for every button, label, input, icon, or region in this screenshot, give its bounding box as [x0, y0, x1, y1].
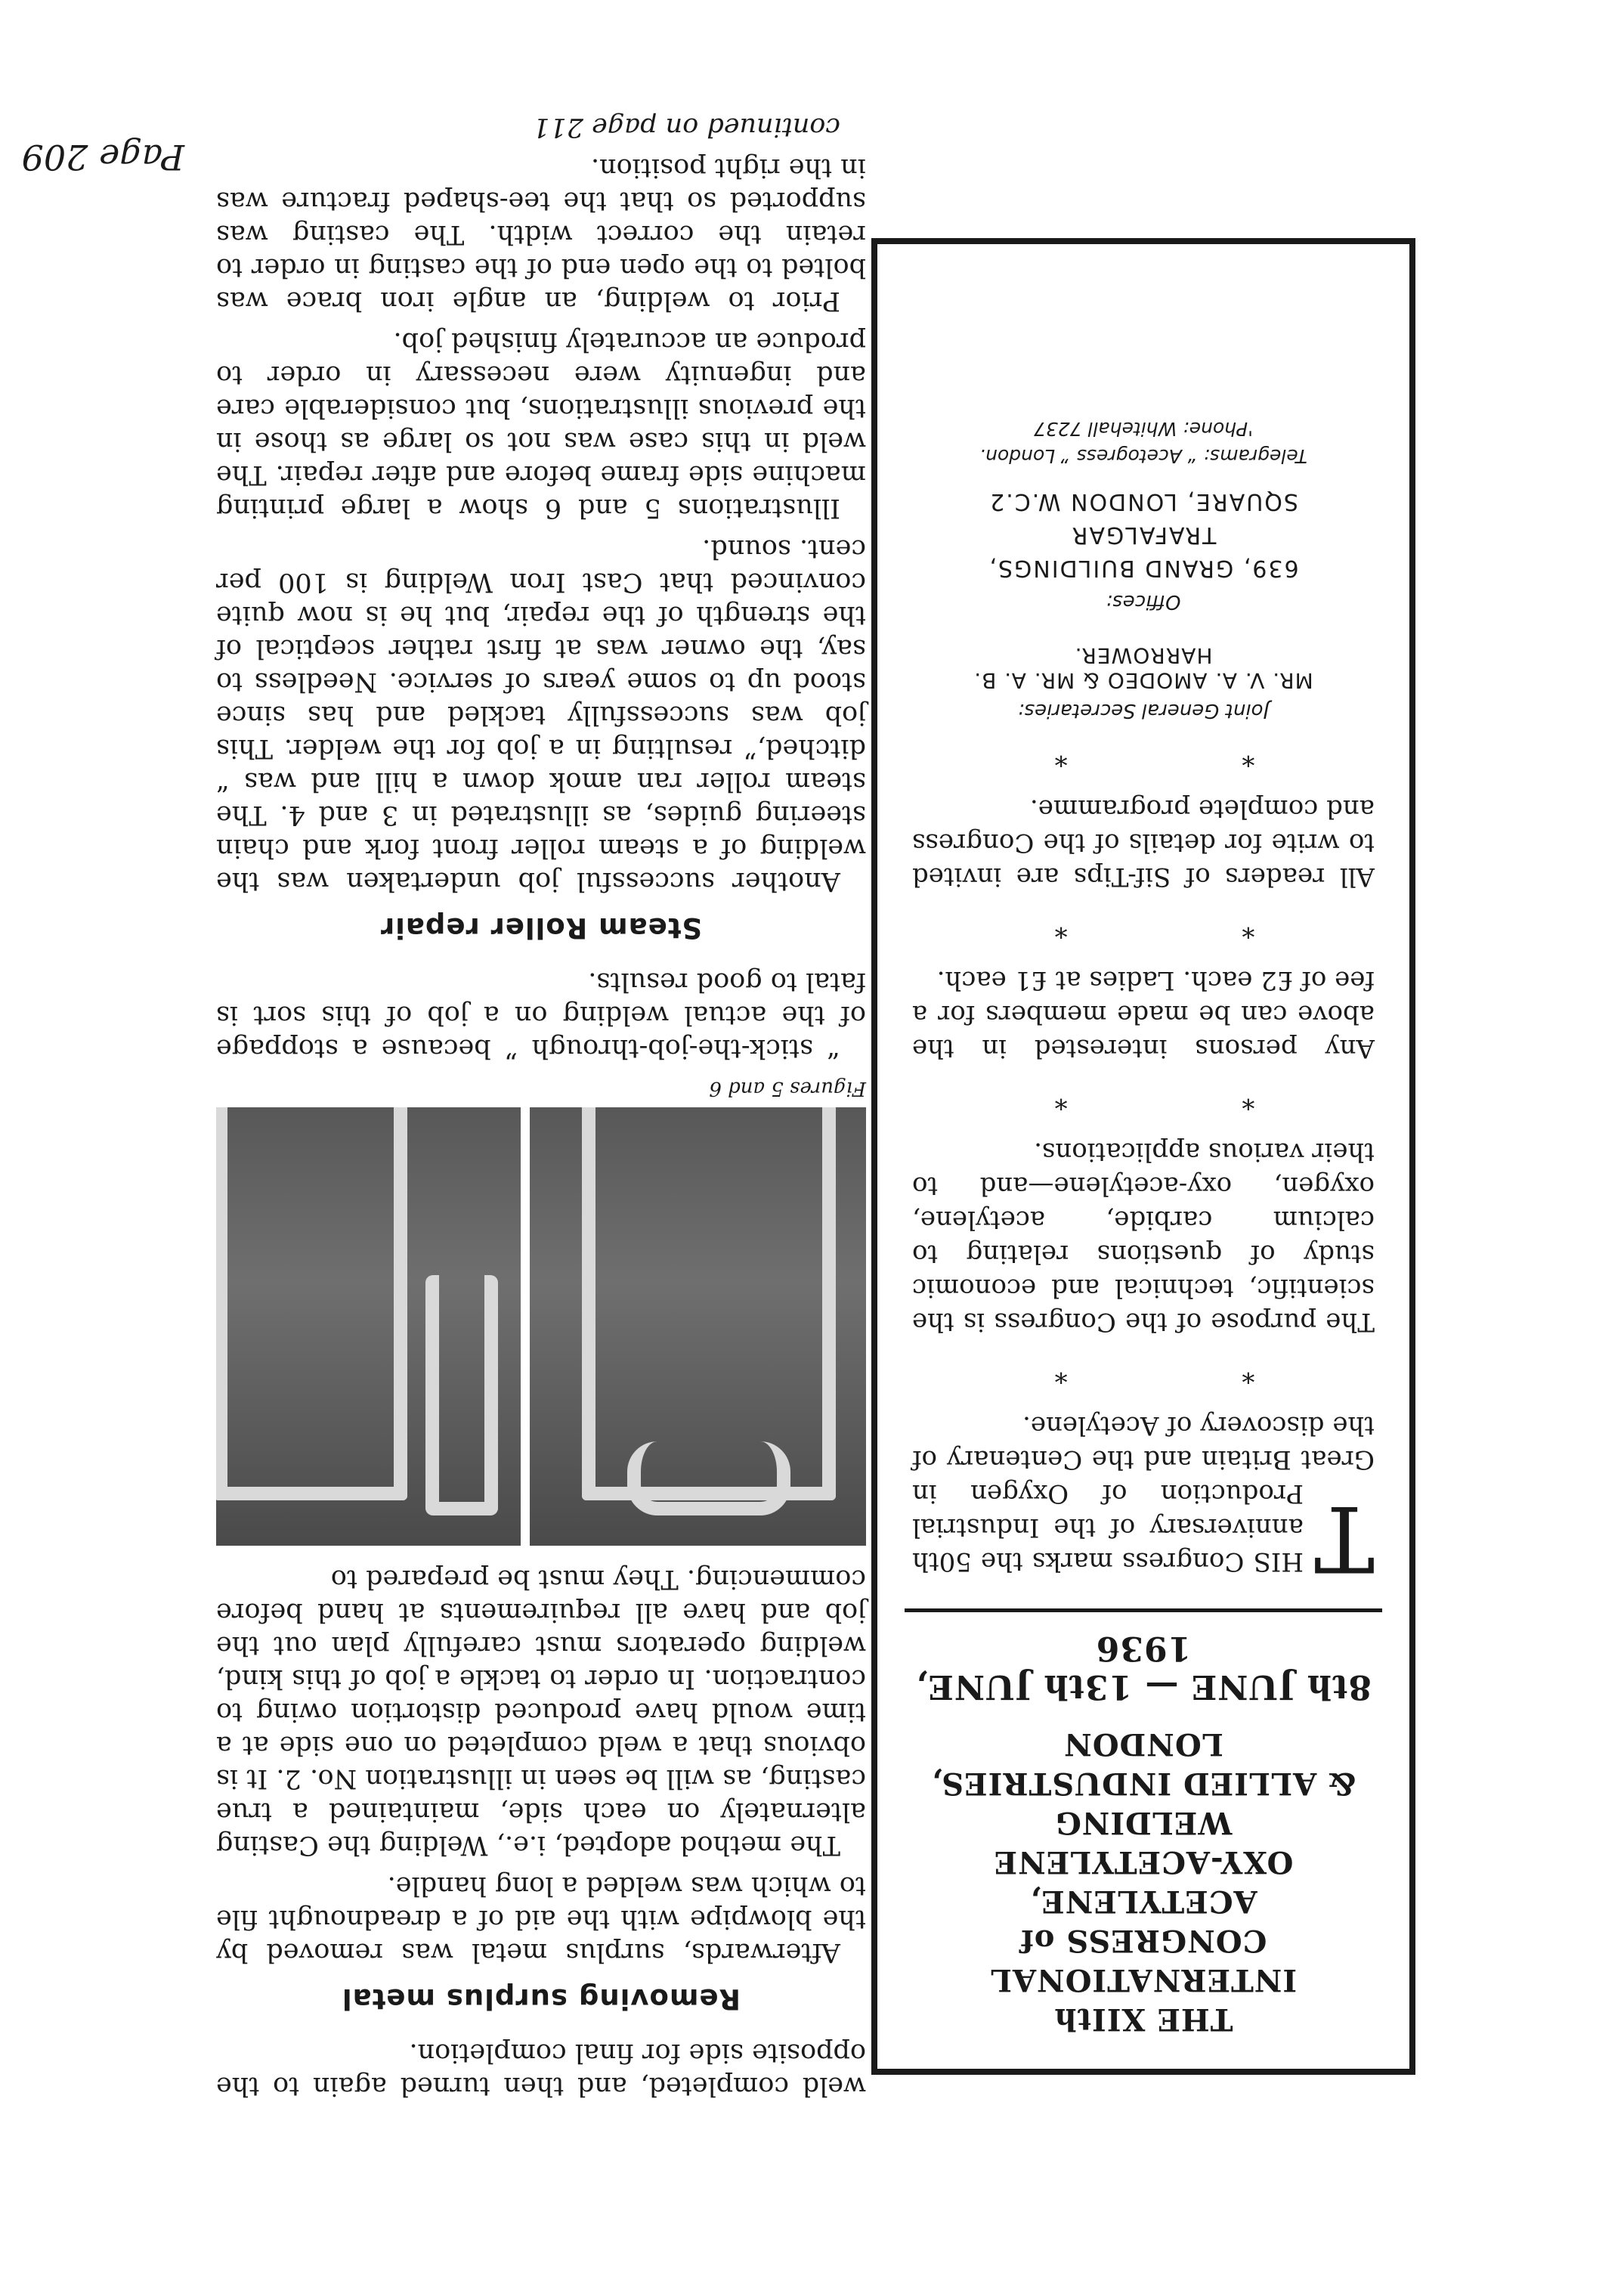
address-line: 639, GRAND BUILDINGS, TRAFALGAR: [988, 522, 1299, 581]
star-separator: * *: [971, 913, 1255, 943]
article-paragraph: Afterwards, surplus metal was removed by the blowpipe with the aid of a dreadnought file to which was welded a long handle.: [216, 1871, 866, 1967]
notice-heading: [912, 1724, 1375, 2039]
notice-paragraph: Any persons interested in the above can be made members for a fee of £2 each. Ladies at £1 each.: [912, 965, 1375, 1063]
divider: [905, 1608, 1382, 1612]
secretaries-names: MR. V. A. AMODEO & MR. A. B. HARROWER.: [973, 643, 1313, 693]
star-separator: * *: [971, 741, 1255, 772]
photo-frame-before: [530, 1107, 866, 1546]
article-paragraph: The method adopted, i.e., Welding the Casting alternately on each side, maintained a true casting, as will be seen in illustration No. 2. It is obvious that a weld completed on one side at a time would have produced distortion owing to contraction. In order to tackle a job of this kind, welding operators must carefully plan out the job and have all requirements at hand before commencing. They must be prepared to: [216, 1564, 866, 1860]
page-number: Page 209: [21, 137, 184, 178]
article-column: [216, 103, 866, 2103]
heading-line: LONDON: [1063, 1726, 1223, 1762]
heading-line: CONGRESS of ACETYLENE,: [1019, 1884, 1267, 1958]
telegrams: Telegrams: “ Acetogress ” London.: [979, 445, 1307, 467]
continued-note: continued on page 211: [533, 112, 840, 142]
congress-notice-box: [871, 238, 1415, 2075]
photo-frame-after: [216, 1107, 521, 1546]
secretaries-label: Joint General Secretaries:: [1017, 699, 1270, 722]
article-paragraph: “ stick-the-job-through ” because a stoppage of the actual welding on a job of this sort is fatal to good results.: [216, 967, 866, 1063]
section-heading: Removing surplus metal: [341, 1983, 741, 2015]
phone: 'Phone: Whitehall 7237: [1034, 418, 1254, 440]
star-separator: * *: [971, 1085, 1255, 1115]
notice-paragraph: All readers of Sif-Tips are invited to write for details of the Congress and complete programme.: [912, 794, 1375, 892]
article-paragraph: weld completed, and then turned again to the opposite side for final completion.: [216, 2038, 866, 2101]
star-separator: * *: [971, 1358, 1255, 1388]
heading-line: OXY-ACETYLENE WELDING: [993, 1805, 1294, 1880]
article-paragraph: Prior to welding, an angle iron brace was bolted to the open end of the casting in order to retain the correct width. The casting was supported so that the tee-shaped fracture was in the right position.: [216, 153, 866, 316]
offices-label: Offices:: [1106, 590, 1181, 613]
address-line: SQUARE, LONDON W.C.2: [988, 488, 1298, 515]
heading-line: & ALLIED INDUSTRIES,: [930, 1766, 1356, 1801]
notice-paragraph: The purpose of the Congress is the scientific, technical and economic study of questions relating to calcium carbide, acetylene, oxygen, oxy-acetylene—and to their various applications.: [912, 1137, 1375, 1337]
heading-line: THE XIIth INTERNATIONAL: [989, 1962, 1298, 2037]
drop-cap: T: [1313, 1485, 1375, 1590]
article-paragraph: Illustrations 5 and 6 show a large printing machine side frame before and after repair. The weld in this case was not so large as those in the previous illustrations, but considerable care and ingenuity were necessary in order to produce an accurately finished job.: [216, 327, 866, 523]
figure-caption: Figures 5 and 6: [709, 1077, 866, 1100]
article-paragraph: Another successful job undertaken was the welding of a steam roller front fork and chain steering guides, as illustrated in 3 and 4. The steam roller ran amok down a hill and was “ ditched,” resulting in a job for the welder. This job was successfully tackled and has since stood up to some years of service. Needless to say, the owner was at first rather sceptical of the strength of the repair, but he is now quite convinced that Cast Iron Welding is 100 per cent. sound.: [216, 534, 866, 896]
figure-photos: [216, 1107, 866, 1546]
section-heading: Steam Roller repair: [379, 912, 703, 944]
congress-dates: 8th JUNE — 13th JUNE, 1936: [915, 1629, 1372, 1706]
notice-paragraph: T HIS Congress marks the 50th anniversary of the Industrial Production of Oxygen in Great Britain and the Centenary of the discovery of Acetylene.: [912, 1410, 1375, 1590]
